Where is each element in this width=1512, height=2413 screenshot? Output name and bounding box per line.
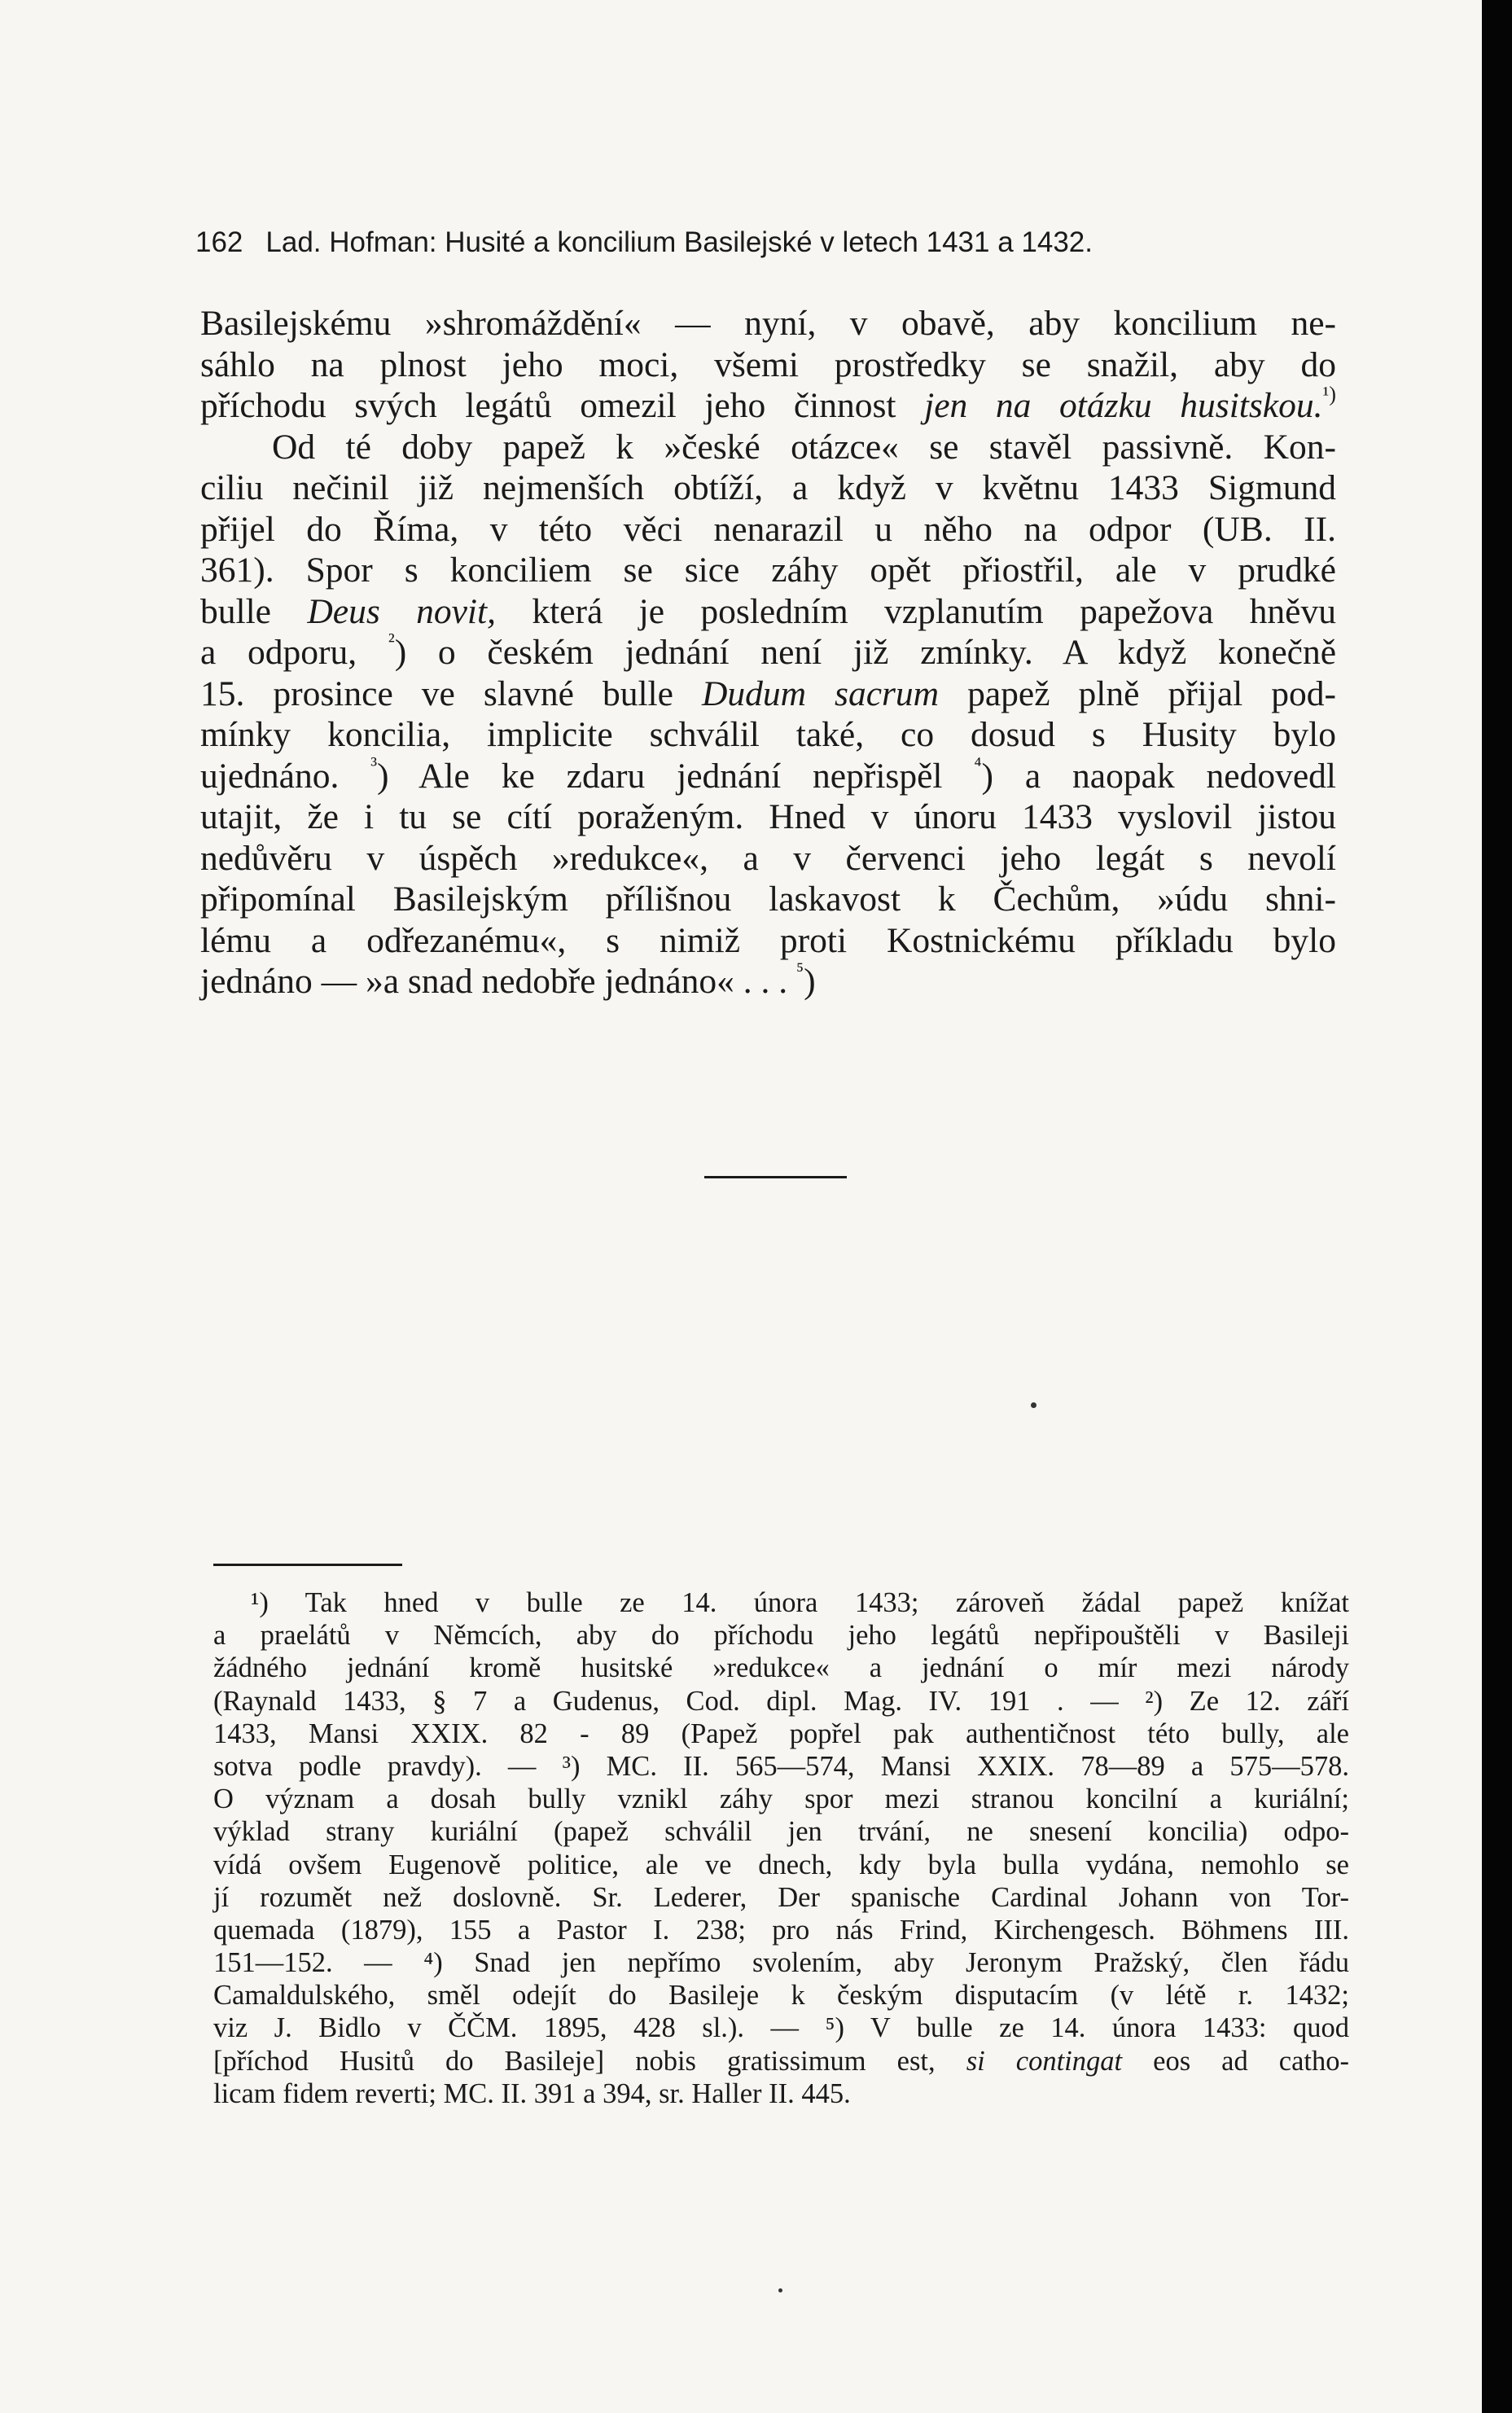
text-line: lému a odřezanému«, s nimiž proti Kostnickému příkladu bylo — [200, 920, 1336, 960]
footnote-ref: ⁵ — [796, 958, 804, 982]
footnote-line: 151—152. — ⁴) Snad jen nepřímo svolením, aby Jeronym Pražský, člen řádu — [213, 1947, 1349, 1979]
footnote-line: sotva podle pravdy). — ³) MC. II. 565—574, Mansi XXIX. 78—89 a 575—578. — [213, 1750, 1349, 1782]
footnote-ref: ³ — [370, 752, 378, 776]
text-line: ujednáno. $^{^3}$) Ale ke zdaru jednání nepřispěl $^{^4}$) a naopak nedovedl — [200, 752, 1337, 796]
footnote-line: [příchod Husitů do Basileje] nobis gratissimum est, si contingat eos ad catho- — [213, 2045, 1349, 2077]
page-number: 162 — [195, 226, 243, 258]
footnote-line: a praelátů v Němcích, aby do příchodu jeho legátů nepřipouštěli v Basileji — [213, 1620, 1349, 1652]
text-line: Basilejskému »shromáždění« — nyní, v obavě, aby koncilium ne- — [200, 304, 1336, 343]
text-line: bulle Deus novit, která je posledním vzplanutím papežova hněvu — [200, 591, 1336, 631]
bull-title: Dudum sacrum — [701, 673, 940, 713]
footnote-line: jí rozumět než doslovně. Sr. Lederer, Der spanische Cardinal Johann von Tor- — [213, 1881, 1349, 1913]
italic-phrase: jen na otázku husitskou. — [924, 386, 1323, 425]
footnote-line: O význam a dosah bully vznikl záhy spor mezi stranou koncilní a kuriální; — [213, 1783, 1349, 1815]
footnotes — [213, 1586, 1349, 2110]
footnote-line: viz J. Bidlo v ČČM. 1895, 428 sl.). — ⁵) V bulle ze 14. února 1433: quod — [213, 2012, 1349, 2044]
text-line: sáhlo na plnost jeho moci, všemi prostředky se snažil, aby do — [200, 344, 1336, 384]
text-line: 361). Spor s konciliem se sice záhy opět přiostřil, ale v prudké — [200, 551, 1336, 590]
footnote-line: výklad strany kuriální (papež schválil jen trvání, ne snesení koncilia) odpo- — [213, 1816, 1349, 1848]
footnote-line: quemada (1879), 155 a Pastor I. 238; pro nás Frind, Kirchengesch. Böhmens III. — [213, 1914, 1349, 1946]
running-title: Lad. Hofman: Husité a koncilium Basilejské v letech 1431 a 1432. — [265, 226, 1093, 258]
main-text — [200, 303, 1336, 1002]
text-line: a odporu, $^{^2}$) o českém jednání není již zmínky. A když konečně — [200, 629, 1337, 672]
text-line: nedůvěru v úspěch »redukce«, a v červenci jeho legát s nevolí — [200, 838, 1336, 878]
text-line: 15. prosince ve slavné bulle Dudum sacrum papež plně přijal pod- — [200, 673, 1336, 713]
footnote-ref: ² — [388, 629, 395, 653]
text-line: přijel do Říma, v této věci nenarazil u něho na odpor (UB. II. — [200, 509, 1336, 549]
text-line: jednáno — »a snad nedobře jednáno« . . . $^{^5}$) — [200, 958, 816, 1001]
section-divider — [704, 1176, 847, 1178]
footnote-line: Camaldulského, směl odejít do Basileje k českým disputacím (v létě r. 1432; — [213, 1980, 1349, 2012]
footnote-line: žádného jednání kromě husitské »redukce« a jednání o mír mezi národy — [213, 1652, 1349, 1684]
footnote-line: ¹) Tak hned v bulle ze 14. února 1433; zároveň žádal papež knížat — [251, 1587, 1349, 1618]
footnote-line: vídá ovšem Eugenově politice, ale ve dnech, kdy byla bulla vydána, nemohlo se — [213, 1849, 1349, 1880]
footnote-line: licam fidem reverti; MC. II. 391 a 394, sr. Haller II. 445. — [213, 2077, 851, 2109]
footnote-ref: ¹) — [1322, 382, 1336, 406]
scan-edge — [1482, 0, 1512, 2413]
footnote-separator — [213, 1564, 402, 1566]
print-speck — [778, 2288, 782, 2292]
bull-title: Deus novit, — [307, 591, 496, 631]
footnote-line: (Raynald 1433, § 7 a Gudenus, Cod. dipl. Mag. IV. 191 . — ²) Ze 12. září — [213, 1685, 1349, 1717]
text-line: příchodu svých legátů omezil jeho činnost jen na otázku husitskou.$^{^1)}$ — [200, 382, 1336, 425]
text-line: utajit, že i tu se cítí poraženým. Hned v únoru 1433 vyslovil jistou — [200, 797, 1336, 836]
footnote-line: 1433, Mansi XXIX. 82 - 89 (Papež popřel pak authentičnost této bully, ale — [213, 1718, 1349, 1749]
text-line: Od té doby papež k »české otázce« se stavěl passivně. Kon- — [272, 427, 1336, 467]
italic-phrase: si contingat — [966, 2045, 1123, 2077]
text-line: mínky koncilia, implicite schválil také, co dosud s Husity bylo — [200, 715, 1336, 754]
text-line: připomínal Basilejským přílišnou laskavost k Čechům, »údu shni- — [200, 880, 1336, 919]
footnote-ref: ⁴ — [974, 752, 982, 776]
print-speck — [1031, 1402, 1036, 1408]
text-line: ciliu nečinil již nejmenších obtíží, a když v květnu 1433 Sigmund — [200, 468, 1336, 507]
running-header — [195, 226, 1352, 259]
